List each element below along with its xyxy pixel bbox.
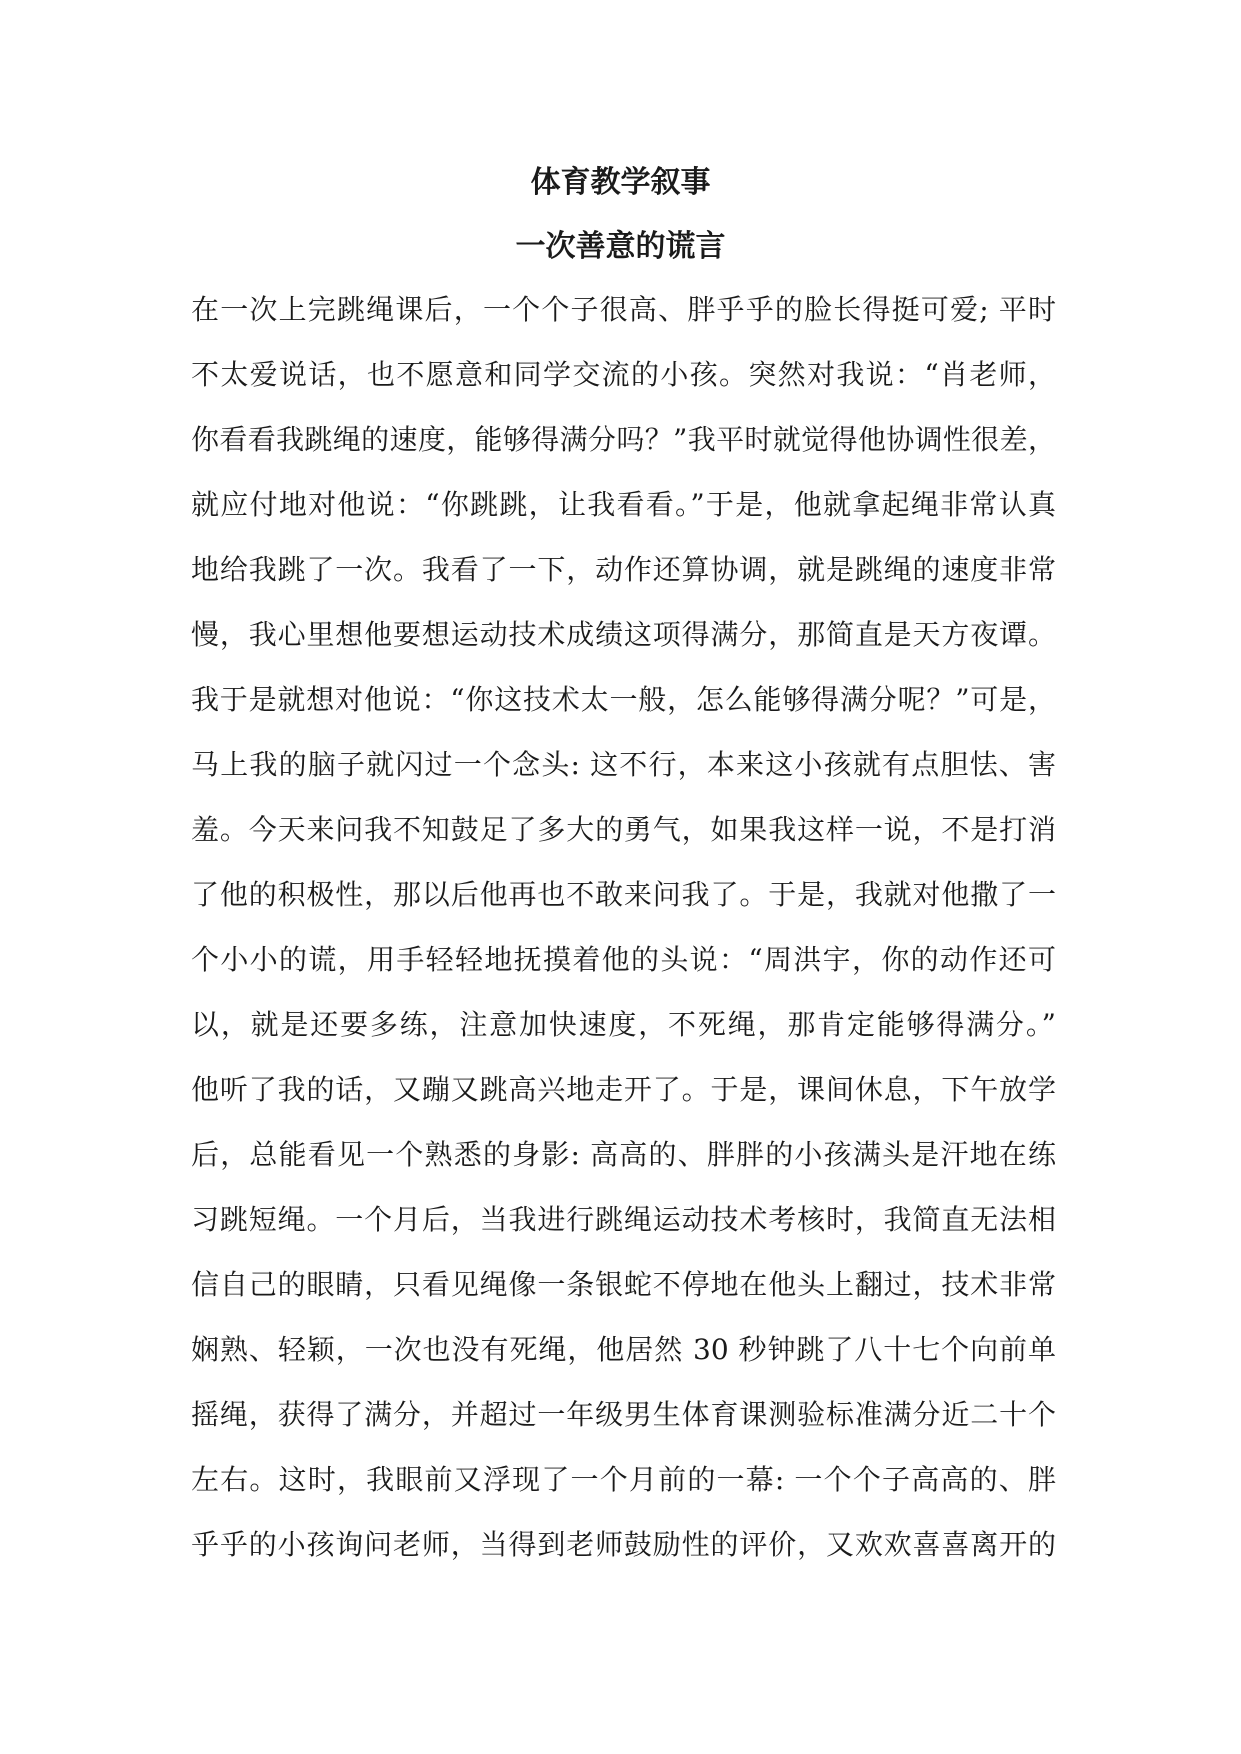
body-line: 你看看我跳绳的速度，能够得满分吗？”我平时就觉得他协调性很差， [191,423,1056,456]
body-line: 地给我跳了一次。我看了一下，动作还算协调，就是跳绳的速度非常 [191,553,1056,586]
body-line: 后，总能看见一个熟悉的身影: 高高的、胖胖的小孩满头是汗地在练 [191,1138,1056,1171]
body-line: 就应付地对他说：“你跳跳，让我看看。”于是，他就拿起绳非常认真 [191,488,1056,521]
body-line: 习跳短绳。一个月后，当我进行跳绳运动技术考核时，我简直无法相 [191,1203,1056,1236]
document-title: 体育教学叙事 [530,165,711,200]
body-line: 摇绳，获得了满分，并超过一年级男生体育课测验标准满分近二十个 [191,1398,1056,1431]
body-line: 左右。这时，我眼前又浮现了一个月前的一幕: 一个个子高高的、胖 [191,1463,1056,1496]
body-line: 乎乎的小孩询问老师，当得到老师鼓励性的评价，又欢欢喜喜离开的 [191,1528,1056,1561]
body-line: 个小小的谎，用手轻轻地抚摸着他的头说：“周洪宇，你的动作还可 [191,943,1056,976]
body-line: 马上我的脑子就闪过一个念头: 这不行，本来这小孩就有点胆怯、害 [191,748,1056,781]
body-line: 不太爱说话，也不愿意和同学交流的小孩。突然对我说：“肖老师， [191,358,1056,391]
body-line: 在一次上完跳绳课后，一个个子很高、胖乎乎的脸长得挺可爱; 平时 [191,293,1056,326]
body-line: 我于是就想对他说：“你这技术太一般，怎么能够得满分呢？”可是， [191,683,1056,716]
body-line: 娴熟、轻颖，一次也没有死绳，他居然 30 秒钟跳了八十七个向前单 [191,1333,1056,1366]
document-subtitle: 一次善意的谎言 [515,229,726,264]
document-body [191,290,1056,1590]
body-line: 羞。今天来问我不知鼓足了多大的勇气，如果我这样一说，不是打消 [191,813,1056,846]
body-line: 他听了我的话，又蹦又跳高兴地走开了。于是，课间休息，下午放学 [191,1073,1056,1106]
body-line: 了他的积极性，那以后他再也不敢来问我了。于是，我就对他撒了一 [191,878,1056,911]
body-line: 以，就是还要多练，注意加快速度，不死绳，那肯定能够得满分。” [191,1008,1056,1041]
body-line: 慢，我心里想他要想运动技术成绩这项得满分，那简直是天方夜谭。 [191,618,1056,651]
body-line: 信自己的眼睛，只看见绳像一条银蛇不停地在他头上翻过，技术非常 [191,1268,1056,1301]
